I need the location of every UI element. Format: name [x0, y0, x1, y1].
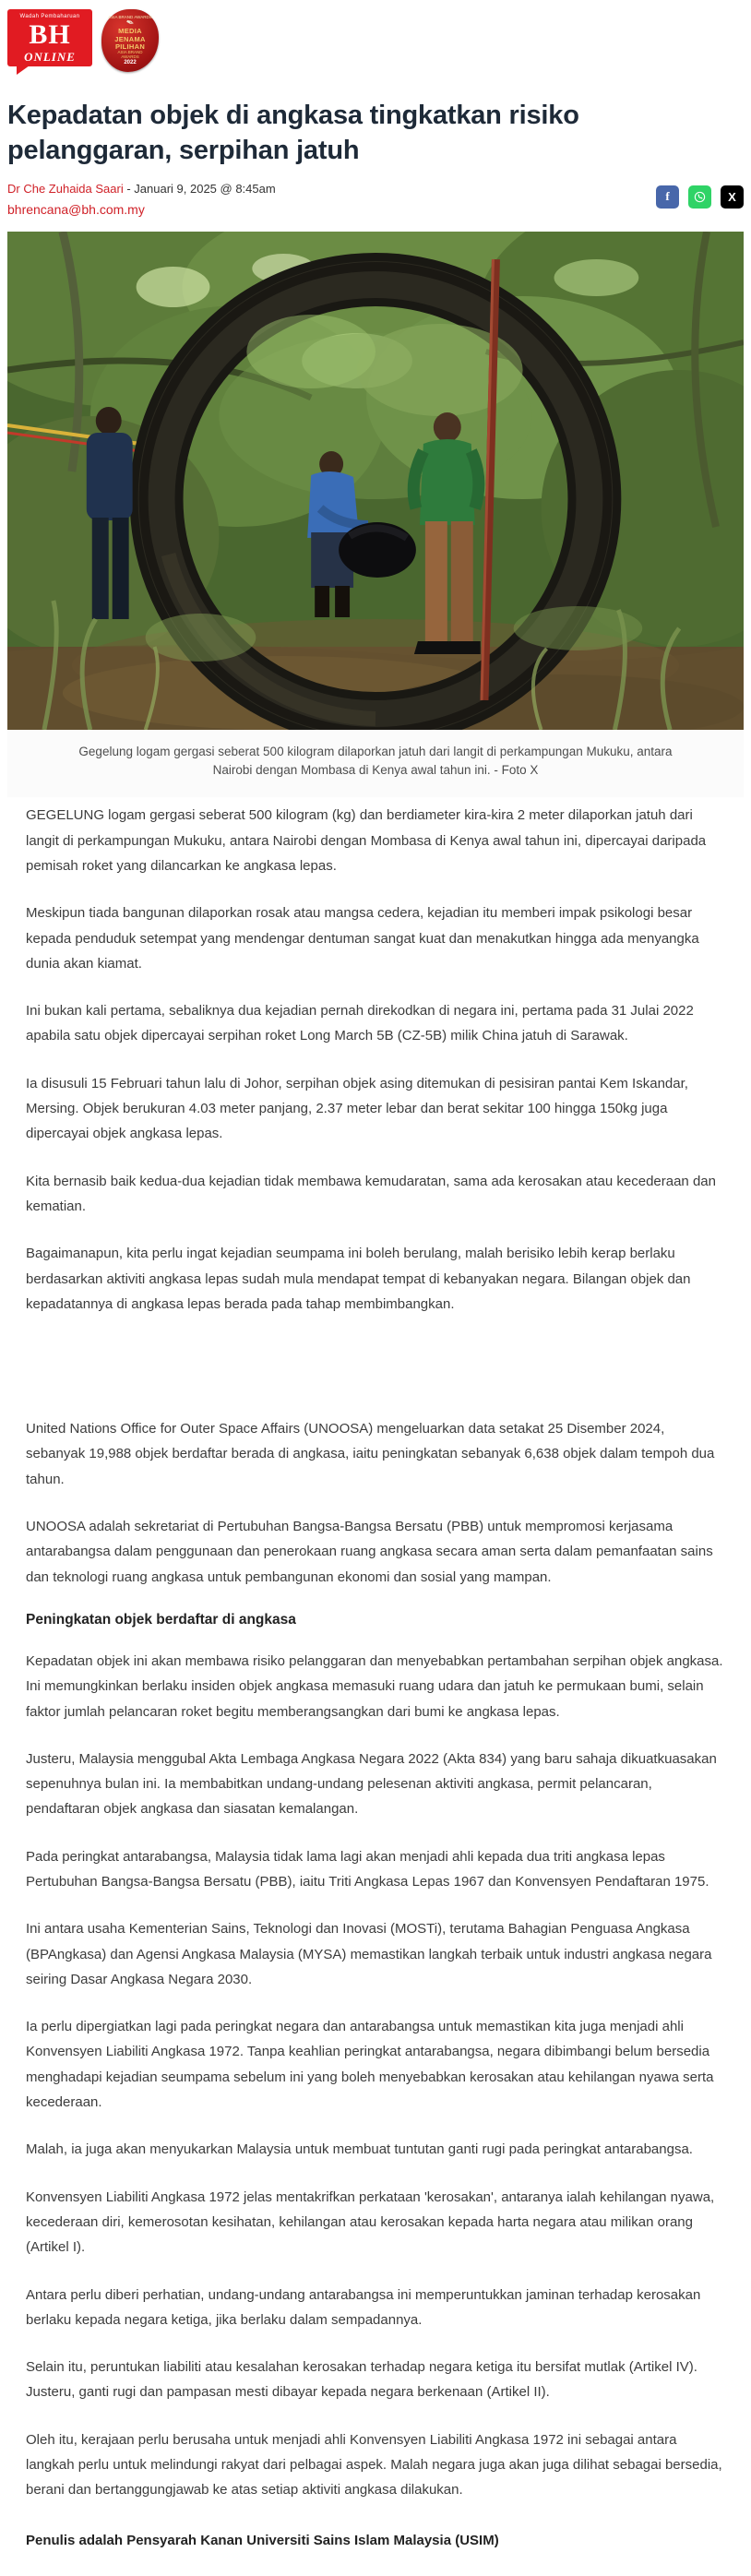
article-paragraph: Kita bernasib baik kedua-dua kejadian tidak membawa kemudaratan, sama ada kerosakan atau kecederaan dan kematian. — [26, 1173, 716, 1214]
hero-figure — [7, 232, 744, 798]
publish-date: - Januari 9, 2025 @ 8:45am — [123, 181, 276, 196]
badge-year: 2022 — [124, 59, 137, 66]
photo-caption: Gegelung logam gergasi seberat 500 kilogram dilaporkan jatuh dari langit di perkampungan Mukuku, antara Nairobi dengan Mombasa di Kenya awal tahun ini. - Foto X — [7, 730, 744, 798]
share-whatsapp-button[interactable] — [688, 185, 711, 209]
article-paragraph: Meskipun tiada bangunan dilaporkan rosak atau mangsa cedera, kejadian itu memberi impak psikologi besar kepada penduduk setempat yang mendengar dentuman sangat kuat dan menakutkan hingga ada menyangka dunia akan kiamat. — [26, 905, 699, 972]
byline-block — [7, 182, 276, 217]
badge-line-asia-brand: ASIA BRAND — [117, 50, 143, 54]
section-subheading: Peningkatan objek berdaftar di angkasa — [26, 1611, 296, 1628]
logo-tagline: Wadah Pembaharuan — [19, 13, 80, 19]
logo-speech-tail — [17, 66, 30, 75]
article-paragraph: Oleh itu, kerajaan perlu berusaha untuk menjadi ahli Konvensyen Liabiliti Angkasa 1972 ini sebagai antara langkah perlu untuk melindungi rakyat dari pelbagai aspek. Malah negara juga akan juga dilihat sebagai bersedia, berani dan bertanggungjawab ke atas setiap aktiviti angkasa dilakukan. — [26, 2431, 722, 2498]
byline — [7, 182, 276, 196]
share-facebook-button[interactable] — [656, 185, 679, 209]
page-title: Kepadatan objek di angkasa tingkatkan risiko pelanggaran, serpihan jatuh — [7, 101, 579, 166]
ad-slot-gap — [26, 1339, 725, 1416]
article-paragraph: United Nations Office for Outer Space Affairs (UNOOSA) mengeluarkan data setakat 25 Disember 2024, sebanyak 19,988 objek berdaftar berada di angkasa, iaitu peningkatan sebanyak 6,638 objek dalam tempoh dua tahun. — [26, 1421, 715, 1487]
article-paragraph: Malah, ia juga akan menyukarkan Malaysia untuk membuat tuntutan ganti rugi pada peringkat antarabangsa. — [26, 2141, 693, 2158]
article-paragraph: Selain itu, peruntukan liabiliti atau kesalahan kerosakan terhadap negara ketiga itu bersifat mutlak (Artikel IV). Justeru, ganti rugi dan pampasan mesti dibayar kepada negara berkenaan (Artikel II). — [26, 2359, 697, 2401]
article-paragraph: Justeru, Malaysia menggubal Akta Lembaga Angkasa Negara 2022 (Akta 834) yang baru sahaja dikuatkuasakan sepenuhnya bulan ini. Ia membabitkan undang-undang pelesenan aktiviti angkasa, permit pelancaran, pendaftaran objek angkasa dan siasatan kemalangan. — [26, 1750, 717, 1818]
share-buttons — [656, 182, 744, 209]
x-icon: X — [728, 189, 736, 204]
article-paragraph: Ia perlu dipergiatkan lagi pada peringkat negara dan antarabangsa untuk memastikan kita juga menjadi ahli Konvensyen Liabiliti Angkasa 1972. Tanpa keahlian peringkat antarabangsa, negara dibimbangi belum bersedia menghadapi kejadian seumpama sebelum ini yang boleh menyebabkan kerosakan atau kehilangan nyawa serta kecederaan. — [26, 2019, 714, 2111]
award-seal-badge — [101, 9, 159, 72]
article-paragraph: Ini antara usaha Kementerian Sains, Teknologi dan Inovasi (MOSTi), terutama Bahagian Penguasa Angkasa (BPAngkasa) dan Agensi Angkasa Malaysia (MYSA) memastikan langkah terbaik untuk industri angkasa negara seiring Dasar Angkasa Negara 2030. — [26, 1921, 712, 1987]
author-email-link[interactable]: bhrencana@bh.com.my — [7, 201, 145, 217]
article-paragraph: Pada peringkat antarabangsa, Malaysia tidak lama lagi akan menjadi ahli kepada dua triti angkasa lepas Pertubuhan Bangsa-Bangsa Bersatu (PBB), iaitu Triti Angkasa Lepas 1967 dan Konvensyen Pendaftaran 1975. — [26, 1848, 709, 1890]
facebook-icon: f — [665, 189, 670, 204]
bh-online-logo[interactable] — [7, 9, 92, 66]
article-paragraph: Antara perlu diberi perhatian, undang-undang antarabangsa ini memperuntukkan jaminan terhadap kerosakan berlaku kepada negara ketiga, jika berlaku dalam sempadannya. — [26, 2286, 701, 2328]
logo-bh-text: BH — [29, 18, 71, 50]
article-paragraph: Konvensyen Liabiliti Angkasa 1972 jelas mentakrifkan perkataan 'kerosakan', antaranya ialah kehilangan nyawa, kecederaan diri, kemerosotan kesihatan, kehilangan atau kerosakan kepada harta negara atau milikan orang (Artikel I). — [26, 2188, 715, 2256]
badge-arc-text: ASIA BRAND AWARDS — [108, 14, 152, 19]
article-paragraph: Ia disusuli 15 Februari tahun lalu di Johor, serpihan objek asing ditemukan di pesisiran pantai Kem Iskandar, Mersing. Objek berukuran 4.03 meter panjang, 2.37 meter lebar dan berat sekitar 100 hingga 150kg juga dipercayai objek angkasa lepas. — [26, 1075, 688, 1142]
badge-line-awards: AWARDS — [121, 54, 139, 59]
article-body — [7, 797, 744, 2502]
article-paragraph: GEGELUNG logam gergasi seberat 500 kilogram (kg) dan berdiameter kira-kira 2 meter dilaporkan jatuh dari langit di perkampungan Mukuku, antara Nairobi dengan Mombasa di Kenya awal tahun ini, dipercayai daripada pemisah roket yang dilancarkan ke angkasa lepas. — [26, 807, 707, 874]
whatsapp-icon — [694, 190, 706, 204]
author-footnote: Penulis adalah Pensyarah Kanan Universiti Sains Islam Malaysia (USIM) — [26, 2532, 499, 2548]
badge-line-jenama: JENAMA — [114, 34, 146, 43]
logo-online-text: ONLINE — [24, 49, 76, 64]
share-x-button[interactable] — [721, 185, 744, 209]
badge-line-pilihan: PILIHAN — [114, 42, 146, 51]
hero-photo — [7, 232, 744, 730]
quill-icon: ✒ — [124, 17, 137, 30]
article-paragraph: UNOOSA adalah sekretariat di Pertubuhan Bangsa-Bangsa Bersatu (PBB) untuk mempromosi kerjasama antarabangsa dalam penggunaan dan penerokaan ruang angkasa secara aman serta dalam pemanfaatan sains dan teknologi ruang angkasa untuk pembangunan ekonomi dan sosial yang mampan. — [26, 1519, 713, 1585]
author-name[interactable]: Dr Che Zuhaida Saari — [7, 181, 124, 196]
byline-row — [7, 182, 744, 217]
badge-line-media: MEDIA — [118, 27, 142, 36]
article-paragraph: Kepadatan objek ini akan membawa risiko pelanggaran dan menyebabkan pertambahan serpihan objek angkasa. Ini memungkinkan berlaku insiden objek angkasa memasuki ruang udara dan jatuh ke permukaan bumi, selain faktor jumlah pelancaran roket begitu memberangsangkan dari bumi ke angkasa lepas. — [26, 1652, 723, 1720]
article-paragraph: Ini bukan kali pertama, sebaliknya dua kejadian pernah direkodkan di negara ini, pertama pada 31 Julai 2022 apabila satu objek dipercayai serpihan roket Long March 5B (CZ-5B) milik China jatuh di Sarawak. — [26, 1003, 694, 1044]
article-paragraph: Bagaimanapun, kita perlu ingat kejadian seumpama ini boleh berulang, malah berisiko lebih kerap berlaku berdasarkan aktiviti angkasa lepas sudah mula mendapat tempat di kebanyakan negara. Bilangan objek dan kepadatannya di angkasa lepas berada pada tahap membimbangkan. — [26, 1246, 691, 1312]
site-header — [7, 7, 744, 81]
